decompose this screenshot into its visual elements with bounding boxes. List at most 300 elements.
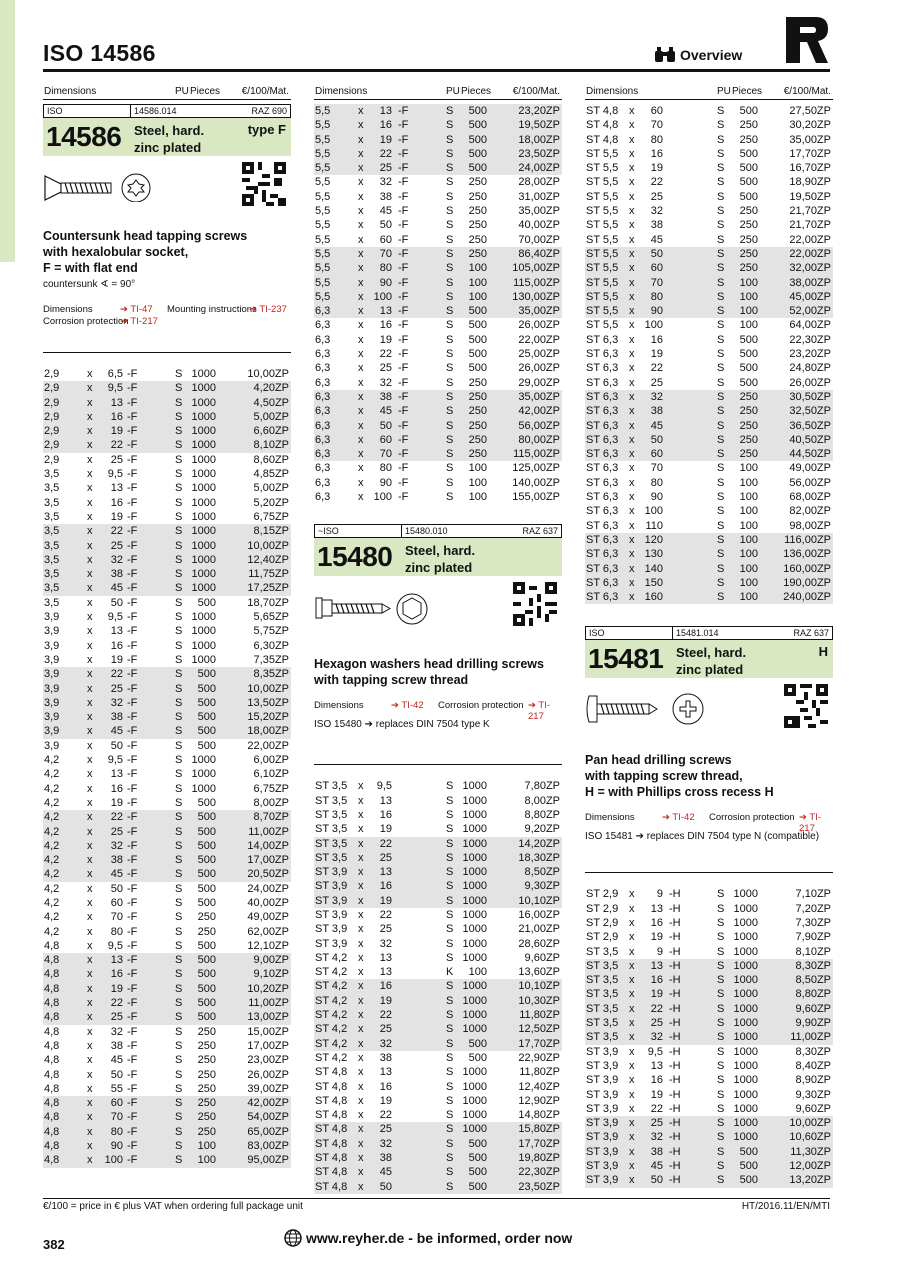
divider bbox=[314, 764, 562, 765]
dimension-d: 3,5 bbox=[44, 496, 60, 509]
dimension-d: 6,3 bbox=[315, 333, 331, 346]
dimension-d: 5,5 bbox=[315, 262, 331, 275]
times: x bbox=[358, 147, 364, 160]
dimension-d: 2,9 bbox=[44, 396, 60, 409]
price: 42,00ZP bbox=[247, 1097, 289, 1110]
times: x bbox=[629, 133, 635, 146]
table-row bbox=[43, 1082, 291, 1096]
times: x bbox=[629, 405, 635, 418]
header-price: €/100/Mat. bbox=[241, 86, 289, 97]
dimension-d: ST 4,2 bbox=[315, 951, 348, 964]
table-row bbox=[314, 994, 562, 1008]
dimension-d: ST 5,5 bbox=[586, 219, 619, 232]
price: 28,00ZP bbox=[518, 176, 560, 189]
pieces: 250 bbox=[468, 219, 487, 232]
pieces: 1000 bbox=[733, 1002, 758, 1015]
price: 19,80ZP bbox=[518, 1152, 560, 1165]
times: x bbox=[629, 305, 635, 318]
pu-code: S bbox=[717, 219, 725, 232]
price: 9,10ZP bbox=[253, 968, 289, 981]
dimension-d: ST 5,5 bbox=[586, 233, 619, 246]
price: 115,00ZP bbox=[513, 448, 560, 461]
price: 8,70ZP bbox=[253, 811, 289, 824]
price: 44,50ZP bbox=[789, 448, 831, 461]
price: 9,60ZP bbox=[795, 1002, 831, 1015]
product-info-bar: ISO 15481.014 RAZ 637 bbox=[585, 626, 833, 640]
pu-code: S bbox=[717, 390, 725, 403]
times: x bbox=[629, 1088, 635, 1101]
pu-code: S bbox=[175, 639, 183, 652]
pu-code: S bbox=[175, 611, 183, 624]
dimension-l: 45 bbox=[650, 419, 663, 432]
ref-link[interactable]: ➔ TI-217 bbox=[799, 812, 822, 835]
pieces: 500 bbox=[197, 825, 216, 838]
dimension-d: 3,9 bbox=[44, 653, 60, 666]
dimension-l: 25 bbox=[110, 1011, 123, 1024]
table-row bbox=[43, 882, 291, 896]
dimension-l: 13 bbox=[379, 1066, 392, 1079]
product-name: Steel, hard. zinc plated bbox=[134, 123, 205, 155]
pu-code: S bbox=[446, 233, 454, 246]
price: 8,10ZP bbox=[795, 945, 831, 958]
dimension-l: 80 bbox=[650, 476, 663, 489]
times: x bbox=[87, 882, 93, 895]
dimension-l: 19 bbox=[110, 425, 123, 438]
pieces: 1000 bbox=[462, 951, 487, 964]
times: x bbox=[629, 162, 635, 175]
dimension-l: 19 bbox=[379, 133, 392, 146]
dimension-l: 50 bbox=[650, 1174, 663, 1187]
times: x bbox=[87, 410, 93, 423]
dimension-l: 100 bbox=[104, 1154, 123, 1167]
pieces: 500 bbox=[197, 896, 216, 909]
pieces: 500 bbox=[468, 1137, 487, 1150]
table-row bbox=[314, 1022, 562, 1036]
table-row bbox=[314, 779, 562, 793]
pieces: 500 bbox=[739, 333, 758, 346]
table-row bbox=[43, 410, 291, 424]
pu-code: S bbox=[175, 696, 183, 709]
table-row bbox=[585, 1045, 833, 1059]
pu-code: S bbox=[175, 825, 183, 838]
times: x bbox=[629, 190, 635, 203]
times: x bbox=[87, 582, 93, 595]
dimension-l: 9,5 bbox=[107, 754, 123, 767]
price-table-14586-cont bbox=[314, 104, 562, 504]
pieces: 250 bbox=[739, 433, 758, 446]
table-row bbox=[585, 973, 833, 987]
dimension-l: 19 bbox=[650, 1088, 663, 1101]
dimension-l: 22 bbox=[110, 668, 123, 681]
suffix: -F bbox=[398, 362, 409, 375]
dimension-d: 4,8 bbox=[44, 1097, 60, 1110]
dimension-d: ST 3,5 bbox=[586, 974, 619, 987]
table-row bbox=[43, 667, 291, 681]
table-row bbox=[314, 851, 562, 865]
table-row bbox=[585, 376, 833, 390]
dimension-d: 3,9 bbox=[44, 739, 60, 752]
dimension-l: 38 bbox=[110, 568, 123, 581]
dimension-l: 45 bbox=[110, 725, 123, 738]
times: x bbox=[358, 1166, 364, 1179]
pieces: 250 bbox=[468, 247, 487, 260]
dimension-d: ST 6,3 bbox=[586, 448, 619, 461]
suffix: -F bbox=[127, 754, 138, 767]
pu-code: S bbox=[717, 105, 725, 117]
pu-code: S bbox=[446, 1137, 454, 1150]
suffix: -F bbox=[398, 433, 409, 446]
dimension-l: 16 bbox=[650, 333, 663, 346]
pu-code: S bbox=[717, 533, 725, 546]
dimension-l: 22 bbox=[110, 997, 123, 1010]
table-row bbox=[585, 1173, 833, 1187]
table-row bbox=[314, 376, 562, 390]
pu-code: S bbox=[175, 868, 183, 881]
price: 8,40ZP bbox=[795, 1059, 831, 1072]
times: x bbox=[358, 1152, 364, 1165]
pieces: 500 bbox=[739, 1145, 758, 1158]
table-row bbox=[314, 794, 562, 808]
suffix: -F bbox=[127, 954, 138, 967]
pu-code: S bbox=[446, 937, 454, 950]
dimension-l: 13 bbox=[110, 396, 123, 409]
dimension-d: ST 6,3 bbox=[586, 562, 619, 575]
price: 190,00ZP bbox=[783, 576, 831, 589]
table-row bbox=[585, 490, 833, 504]
pu-code: S bbox=[717, 147, 725, 160]
dimension-l: 38 bbox=[110, 854, 123, 867]
price: 56,00ZP bbox=[789, 476, 831, 489]
price: 12,50ZP bbox=[518, 1023, 560, 1036]
price: 10,20ZP bbox=[247, 982, 289, 995]
dimension-d: ST 4,2 bbox=[315, 966, 348, 979]
suffix: -F bbox=[127, 739, 138, 752]
times: x bbox=[87, 754, 93, 767]
dimension-l: 32 bbox=[110, 839, 123, 852]
suffix: -H bbox=[669, 1145, 681, 1158]
dimension-d: ST 2,9 bbox=[586, 931, 619, 944]
pieces: 1000 bbox=[462, 880, 487, 893]
dimension-l: 19 bbox=[110, 796, 123, 809]
dimension-d: 5,5 bbox=[315, 205, 331, 218]
dimension-d: ST 2,9 bbox=[586, 888, 619, 901]
times: x bbox=[358, 894, 364, 907]
table-row bbox=[43, 424, 291, 438]
price: 5,00ZP bbox=[253, 410, 289, 423]
dimension-d: 6,3 bbox=[315, 390, 331, 403]
website-link[interactable] bbox=[284, 1229, 572, 1247]
dimension-d: ST 3,9 bbox=[315, 880, 348, 893]
dimension-d: 5,5 bbox=[315, 147, 331, 160]
pieces: 500 bbox=[197, 682, 216, 695]
times: x bbox=[87, 525, 93, 538]
dimension-l: 50 bbox=[379, 419, 392, 432]
price: 17,25ZP bbox=[247, 582, 289, 595]
times: x bbox=[629, 1045, 635, 1058]
table-row bbox=[314, 879, 562, 893]
suffix: -H bbox=[669, 1174, 681, 1187]
pieces: 1000 bbox=[462, 780, 487, 793]
times: x bbox=[87, 868, 93, 881]
table-row bbox=[314, 1065, 562, 1079]
table-row bbox=[585, 1145, 833, 1159]
pieces: 1000 bbox=[733, 1074, 758, 1087]
dimension-l: 90 bbox=[650, 491, 663, 504]
table-row bbox=[43, 539, 291, 553]
ref-link[interactable]: ➔ TI-237 bbox=[249, 304, 287, 315]
pu-code: S bbox=[175, 625, 183, 638]
dimension-l: 45 bbox=[650, 1160, 663, 1173]
dimension-d: 5,5 bbox=[315, 105, 331, 117]
price: 13,20ZP bbox=[789, 1174, 831, 1187]
pieces: 250 bbox=[739, 219, 758, 232]
dimension-l: 32 bbox=[379, 1037, 392, 1050]
pu-code: S bbox=[175, 1082, 183, 1095]
ref-link[interactable]: ➔ TI-217 bbox=[528, 700, 551, 723]
dimension-l: 16 bbox=[110, 410, 123, 423]
dimension-l: 16 bbox=[379, 880, 392, 893]
product-block-14586 bbox=[43, 104, 291, 332]
pieces: 100 bbox=[468, 462, 487, 475]
dimension-l: 13 bbox=[110, 625, 123, 638]
countersunk-screw-icon bbox=[43, 172, 173, 202]
price: 38,00ZP bbox=[789, 276, 831, 289]
table-row bbox=[43, 481, 291, 495]
suffix: -F bbox=[127, 725, 138, 738]
price: 24,00ZP bbox=[518, 162, 560, 175]
times: x bbox=[358, 476, 364, 489]
suffix: -F bbox=[127, 939, 138, 952]
dimension-l: 50 bbox=[110, 596, 123, 609]
dimension-l: 13 bbox=[650, 959, 663, 972]
table-row bbox=[314, 1165, 562, 1179]
times: x bbox=[87, 911, 93, 924]
pu-code: S bbox=[717, 247, 725, 260]
dimension-l: 38 bbox=[110, 1039, 123, 1052]
dimension-d: ST 3,5 bbox=[586, 1017, 619, 1030]
table-row bbox=[585, 104, 833, 118]
dimension-l: 19 bbox=[110, 653, 123, 666]
table-row bbox=[314, 1122, 562, 1136]
price: 4,85ZP bbox=[253, 468, 289, 481]
table-row bbox=[314, 1108, 562, 1122]
pu-code: S bbox=[175, 839, 183, 852]
ref-link[interactable]: ➔ TI-42 bbox=[391, 700, 424, 712]
pieces: 100 bbox=[739, 476, 758, 489]
dimension-d: ST 3,5 bbox=[315, 837, 348, 850]
price-table-15481 bbox=[585, 887, 833, 1187]
times: x bbox=[358, 233, 364, 246]
price: 17,70ZP bbox=[789, 147, 831, 160]
dimension-l: 80 bbox=[379, 462, 392, 475]
table-row bbox=[314, 261, 562, 275]
times: x bbox=[629, 247, 635, 260]
dimension-d: 4,2 bbox=[44, 811, 60, 824]
times: x bbox=[629, 1059, 635, 1072]
table-row bbox=[43, 782, 291, 796]
price: 22,00ZP bbox=[247, 739, 289, 752]
ref-link[interactable]: ➔ TI-217 bbox=[120, 316, 158, 327]
dimension-l: 38 bbox=[379, 390, 392, 403]
dimension-d: ST 3,9 bbox=[586, 1174, 619, 1187]
title-rule bbox=[43, 69, 830, 72]
pu-code: S bbox=[175, 739, 183, 752]
table-row bbox=[43, 939, 291, 953]
pieces: 500 bbox=[197, 997, 216, 1010]
product-number: 14586 bbox=[46, 121, 122, 152]
pieces: 100 bbox=[739, 548, 758, 561]
table-row bbox=[314, 147, 562, 161]
price: 18,70ZP bbox=[247, 596, 289, 609]
pieces: 100 bbox=[739, 519, 758, 532]
pu-code: S bbox=[446, 908, 454, 921]
pu-code: S bbox=[717, 931, 725, 944]
ref-link[interactable]: ➔ TI-47 bbox=[120, 304, 153, 315]
times: x bbox=[629, 233, 635, 246]
table-row bbox=[314, 1151, 562, 1165]
dimension-d: 4,8 bbox=[44, 1154, 60, 1167]
dimension-d: 6,3 bbox=[315, 433, 331, 446]
dimension-d: ST 3,5 bbox=[586, 1002, 619, 1015]
dimension-d: ST 6,3 bbox=[586, 491, 619, 504]
table-row bbox=[314, 218, 562, 232]
suffix: -F bbox=[127, 1140, 138, 1153]
times: x bbox=[629, 290, 635, 303]
table-row bbox=[314, 204, 562, 218]
dimension-d: ST 3,5 bbox=[586, 988, 619, 1001]
times: x bbox=[629, 591, 635, 604]
dimension-d: ST 3,9 bbox=[315, 894, 348, 907]
dimension-d: ST 6,3 bbox=[586, 519, 619, 532]
suffix: -F bbox=[398, 348, 409, 361]
price: 40,00ZP bbox=[518, 219, 560, 232]
price: 21,70ZP bbox=[789, 219, 831, 232]
pu-code: S bbox=[175, 882, 183, 895]
column-3 bbox=[585, 84, 833, 1188]
table-row bbox=[43, 867, 291, 881]
pu-code: S bbox=[175, 482, 183, 495]
table-row bbox=[314, 276, 562, 290]
pieces: 500 bbox=[468, 333, 487, 346]
replacement-note: ISO 15481 ➔ replaces DIN 7504 type N (compatible) bbox=[585, 831, 820, 843]
ref-link[interactable]: ➔ TI-42 bbox=[662, 812, 695, 824]
dimension-l: 60 bbox=[650, 105, 663, 117]
price: 12,00ZP bbox=[789, 1160, 831, 1173]
times: x bbox=[358, 390, 364, 403]
pu-code: S bbox=[175, 582, 183, 595]
price: 15,20ZP bbox=[247, 711, 289, 724]
dimension-l: 70 bbox=[650, 462, 663, 475]
column-1 bbox=[43, 84, 291, 1168]
pieces: 1000 bbox=[462, 1066, 487, 1079]
table-row bbox=[314, 922, 562, 936]
table-row bbox=[43, 653, 291, 667]
overview-label: Overview bbox=[680, 47, 743, 63]
dimension-l: 22 bbox=[379, 1109, 392, 1122]
price: 10,00ZP bbox=[247, 539, 289, 552]
price: 15,80ZP bbox=[518, 1123, 560, 1136]
table-row bbox=[585, 133, 833, 147]
suffix: -F bbox=[127, 453, 138, 466]
times: x bbox=[358, 880, 364, 893]
dimension-d: ST 5,5 bbox=[586, 147, 619, 160]
dimension-l: 60 bbox=[650, 262, 663, 275]
suffix: -H bbox=[669, 902, 681, 915]
table-row bbox=[585, 562, 833, 576]
pieces: 1000 bbox=[733, 959, 758, 972]
dimension-l: 70 bbox=[110, 911, 123, 924]
times: x bbox=[629, 533, 635, 546]
times: x bbox=[87, 1097, 93, 1110]
times: x bbox=[358, 105, 364, 117]
dimension-l: 19 bbox=[110, 982, 123, 995]
pieces: 500 bbox=[739, 348, 758, 361]
price: 56,00ZP bbox=[518, 419, 560, 432]
table-row bbox=[43, 682, 291, 696]
price: 23,50ZP bbox=[518, 147, 560, 160]
pieces: 1000 bbox=[733, 1059, 758, 1072]
pu-code: S bbox=[446, 1080, 454, 1093]
pieces: 250 bbox=[739, 233, 758, 246]
dimension-d: 5,5 bbox=[315, 219, 331, 232]
dimension-l: 70 bbox=[379, 247, 392, 260]
table-row bbox=[43, 524, 291, 538]
times: x bbox=[358, 823, 364, 836]
dimension-l: 22 bbox=[110, 439, 123, 452]
pu-code: S bbox=[717, 1117, 725, 1130]
dimension-d: 2,9 bbox=[44, 439, 60, 452]
pu-code: S bbox=[175, 725, 183, 738]
pieces: 1000 bbox=[191, 525, 216, 538]
dimension-l: 16 bbox=[110, 639, 123, 652]
table-row bbox=[314, 808, 562, 822]
dimension-d: 6,3 bbox=[315, 348, 331, 361]
times: x bbox=[629, 105, 635, 117]
table-row bbox=[585, 1030, 833, 1044]
pieces: 500 bbox=[197, 868, 216, 881]
table-row bbox=[43, 1053, 291, 1067]
dimension-d: ST 5,5 bbox=[586, 162, 619, 175]
dimension-l: 16 bbox=[110, 496, 123, 509]
dimension-d: 3,5 bbox=[44, 468, 60, 481]
table-row bbox=[585, 987, 833, 1001]
pu-code: S bbox=[717, 548, 725, 561]
overview-link[interactable] bbox=[654, 47, 742, 63]
table-row bbox=[43, 996, 291, 1010]
pu-code: S bbox=[717, 233, 725, 246]
pu-code: S bbox=[446, 1066, 454, 1079]
times: x bbox=[629, 1145, 635, 1158]
table-row bbox=[43, 467, 291, 481]
dimension-d: ST 5,5 bbox=[586, 319, 619, 332]
times: x bbox=[87, 1111, 93, 1124]
dimension-l: 70 bbox=[379, 448, 392, 461]
times: x bbox=[629, 448, 635, 461]
dimension-l: 16 bbox=[650, 974, 663, 987]
price: 8,00ZP bbox=[524, 794, 560, 807]
pu-code: S bbox=[717, 519, 725, 532]
times: x bbox=[87, 510, 93, 523]
pieces: 1000 bbox=[733, 974, 758, 987]
dimension-l: 100 bbox=[373, 290, 392, 303]
price: 7,30ZP bbox=[795, 916, 831, 929]
dimension-l: 25 bbox=[110, 825, 123, 838]
suffix: -F bbox=[398, 105, 409, 117]
dimension-d: ST 6,3 bbox=[586, 476, 619, 489]
price: 7,10ZP bbox=[795, 888, 831, 901]
pieces: 1000 bbox=[462, 937, 487, 950]
dimension-d: 3,5 bbox=[44, 539, 60, 552]
